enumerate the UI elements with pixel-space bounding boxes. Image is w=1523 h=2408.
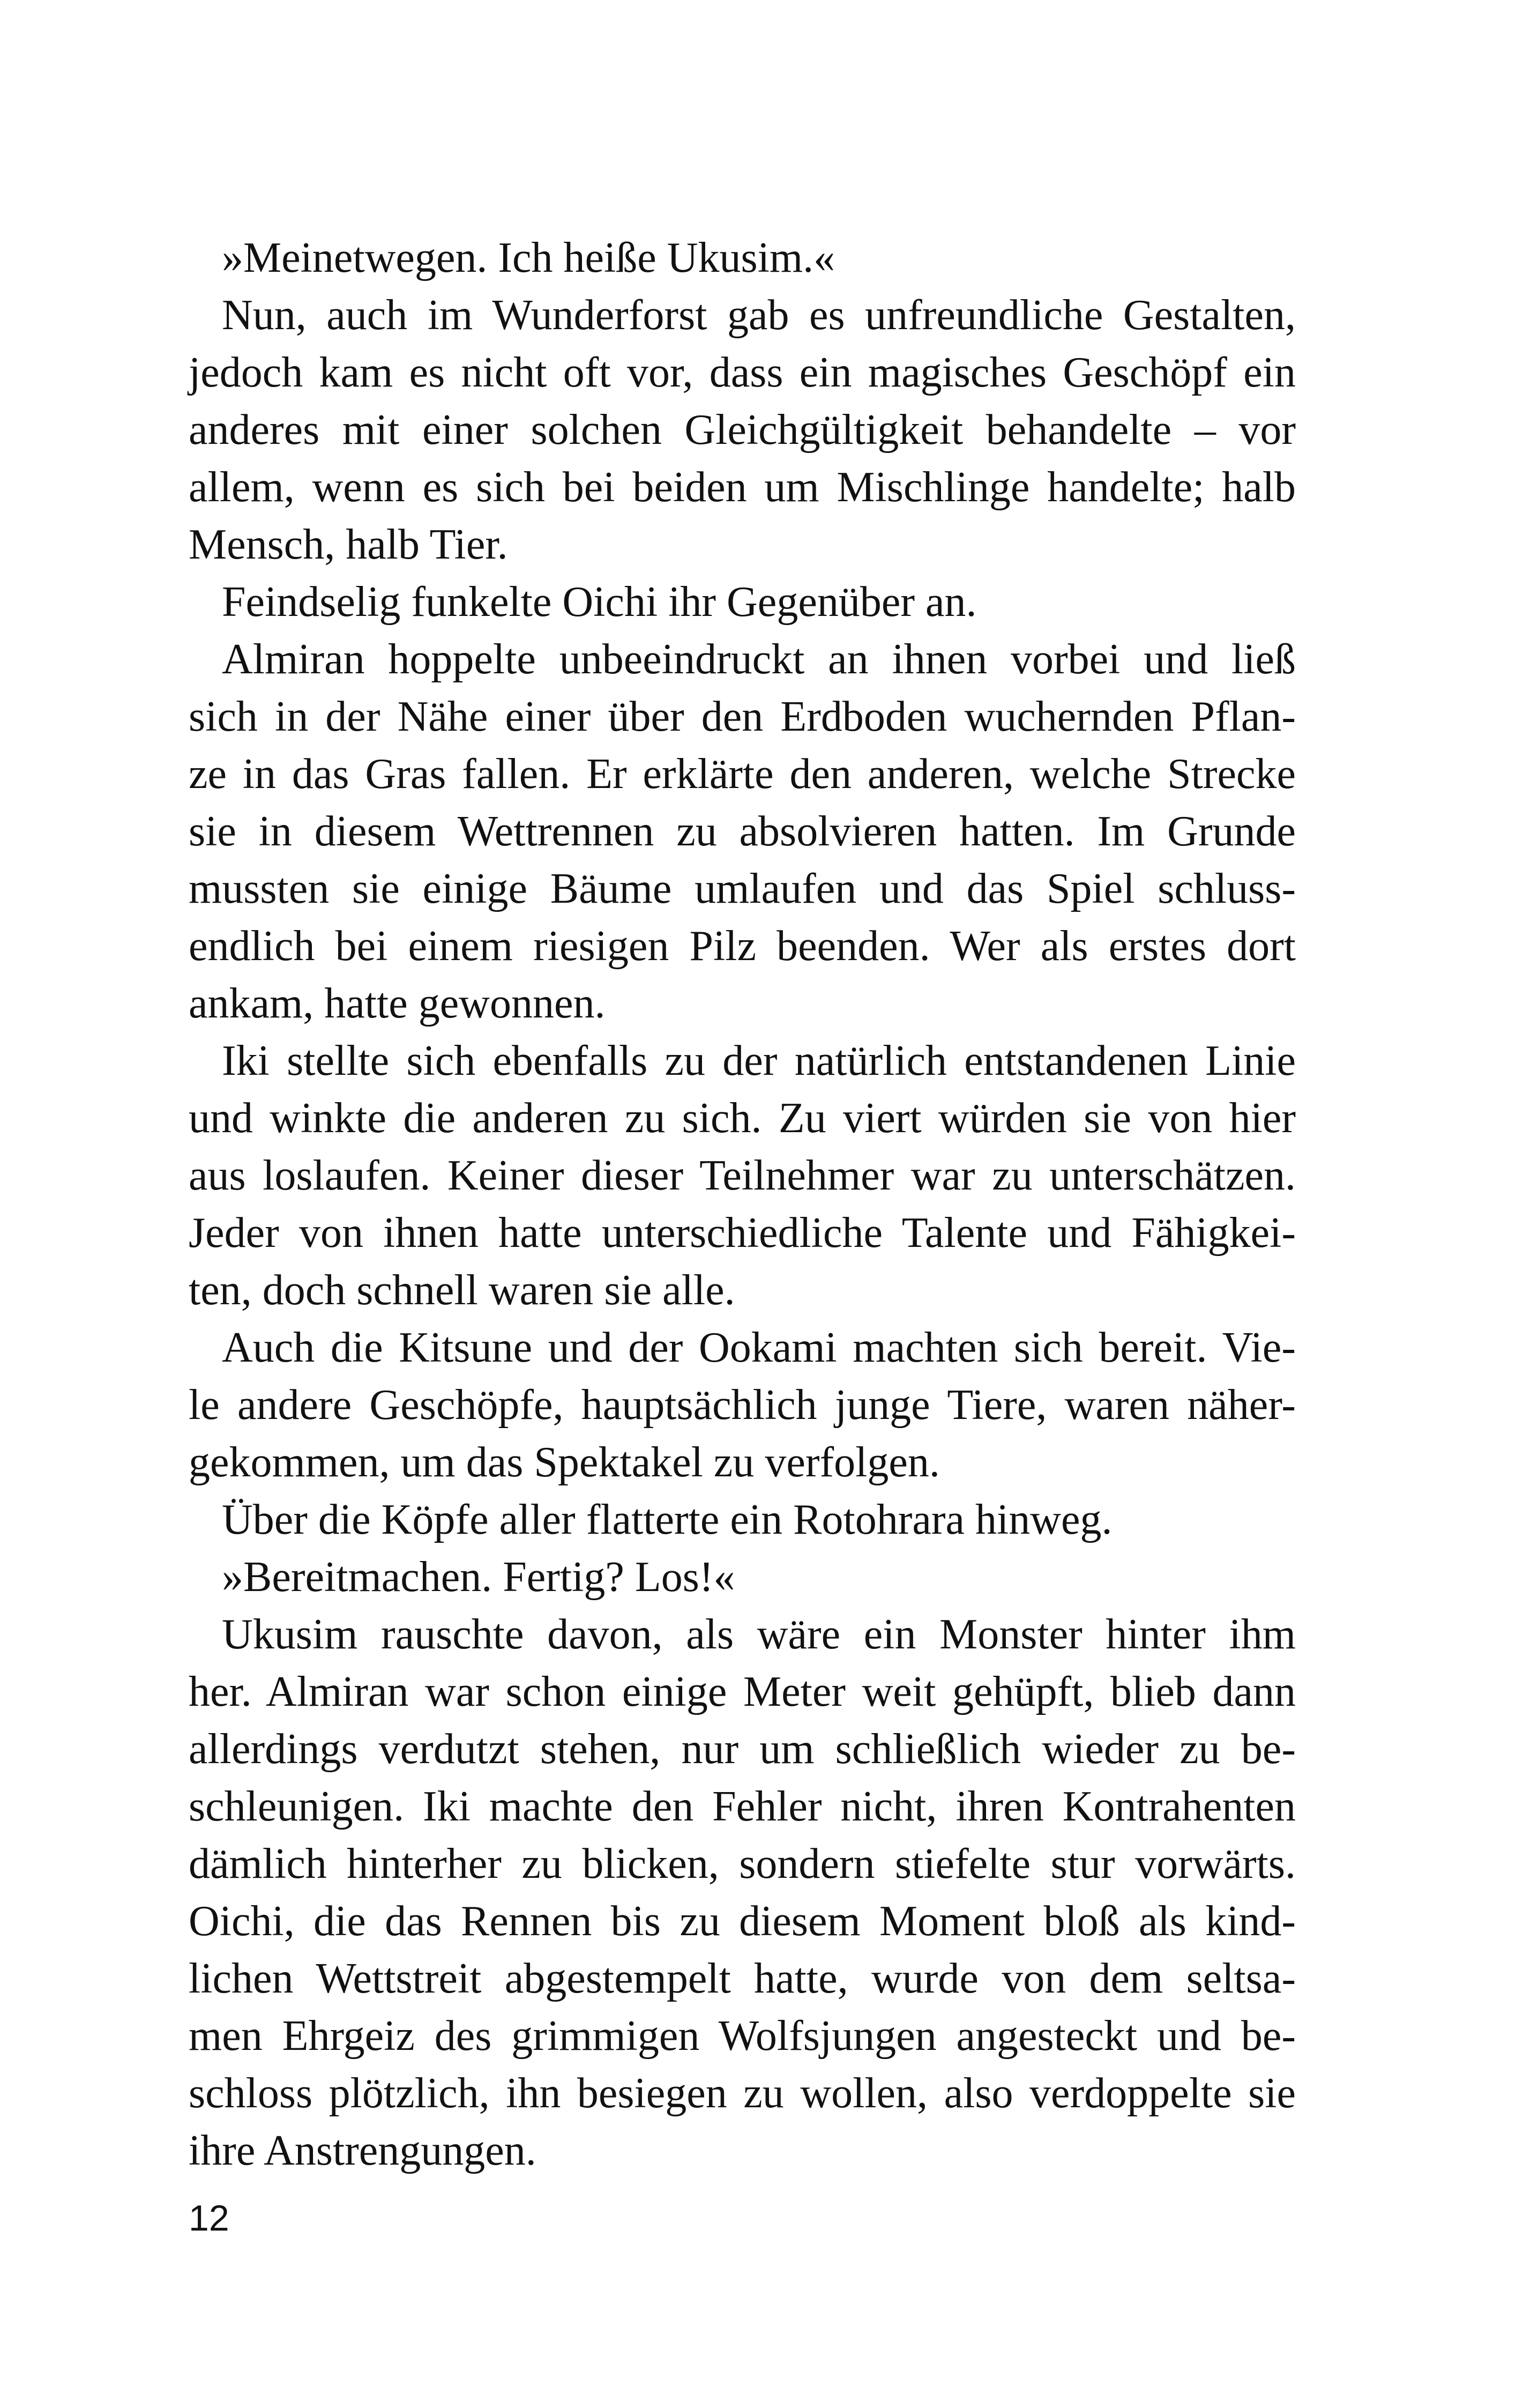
text-line: schloss plötzlich, ihn besiegen zu wollen, also verdoppelte sie [189, 2070, 1296, 2117]
body-text [189, 229, 1296, 2180]
text-line: ankam, hatte gewonnen. [189, 980, 606, 1027]
text-line: sich in der Nähe einer über den Erdboden wuchernden Pflan- [189, 693, 1296, 740]
text-line: mussten sie einige Bäume umlaufen und das Spiel schluss- [189, 865, 1296, 912]
text-line: her. Almiran war schon einige Meter weit gehüpft, blieb dann [189, 1668, 1296, 1715]
text-line: Iki stellte sich ebenfalls zu der natürlich entstandenen Linie [222, 1037, 1296, 1084]
text-line: lichen Wettstreit abgestempelt hatte, wurde von dem seltsa- [189, 1955, 1296, 2002]
text-line: Über die Köpfe aller flatterte ein Rotohrara hinweg. [222, 1496, 1113, 1543]
text-line: Nun, auch im Wunderforst gab es unfreundliche Gestalten, [222, 292, 1296, 339]
text-line: allerdings verdutzt stehen, nur um schließlich wieder zu be- [189, 1726, 1296, 1773]
text-line: men Ehrgeiz des grimmigen Wolfsjungen angesteckt und be- [189, 2012, 1296, 2060]
text-line: ze in das Gras fallen. Er erklärte den anderen, welche Strecke [189, 750, 1296, 798]
text-line: allem, wenn es sich bei beiden um Mischlinge handelte; halb [189, 464, 1296, 511]
text-line: Almiran hoppelte unbeeindruckt an ihnen vorbei und ließ [222, 636, 1296, 683]
text-line: »Meinetwegen. Ich heiße Ukusim.« [222, 234, 835, 281]
text-line: gekommen, um das Spektakel zu verfolgen. [189, 1439, 940, 1486]
text-line: anderes mit einer solchen Gleichgültigkeit behandelte – vor [189, 406, 1296, 454]
text-line: Auch die Kitsune und der Ookami machten sich bereit. Vie- [222, 1324, 1296, 1371]
page-number: 12 [189, 2198, 229, 2239]
text-line: Oichi, die das Rennen bis zu diesem Moment bloß als kind- [189, 1898, 1296, 1945]
text-line: sie in diesem Wettrennen zu absolvieren hatten. Im Grunde [189, 808, 1296, 855]
text-line: jedoch kam es nicht oft vor, dass ein magisches Geschöpf ein [189, 349, 1296, 396]
text-line: ten, doch schnell waren sie alle. [189, 1267, 735, 1314]
text-line: ihre Anstrengungen. [189, 2127, 536, 2174]
text-line: aus loslaufen. Keiner dieser Teilnehmer war zu unterschätzen. [189, 1152, 1296, 1199]
text-line: Mensch, halb Tier. [189, 521, 508, 568]
text-line: »Bereitmachen. Fertig? Los!« [222, 1554, 735, 1601]
text-line: Jeder von ihnen hatte unterschiedliche Talente und Fähigkei- [189, 1209, 1296, 1257]
text-line: le andere Geschöpfe, hauptsächlich junge Tiere, waren näher- [189, 1381, 1296, 1429]
text-line: endlich bei einem riesigen Pilz beenden. Wer als erstes dort [189, 923, 1296, 970]
text-line: schleunigen. Iki machte den Fehler nicht, ihren Kontrahenten [189, 1783, 1296, 1830]
text-line: Ukusim rauschte davon, als wäre ein Monster hinter ihm [222, 1611, 1296, 1658]
text-line: dämlich hinterher zu blicken, sondern stiefelte stur vorwärts. [189, 1840, 1296, 1887]
text-line: Feindselig funkelte Oichi ihr Gegenüber an. [222, 578, 977, 626]
text-line: und winkte die anderen zu sich. Zu viert würden sie von hier [189, 1095, 1296, 1142]
